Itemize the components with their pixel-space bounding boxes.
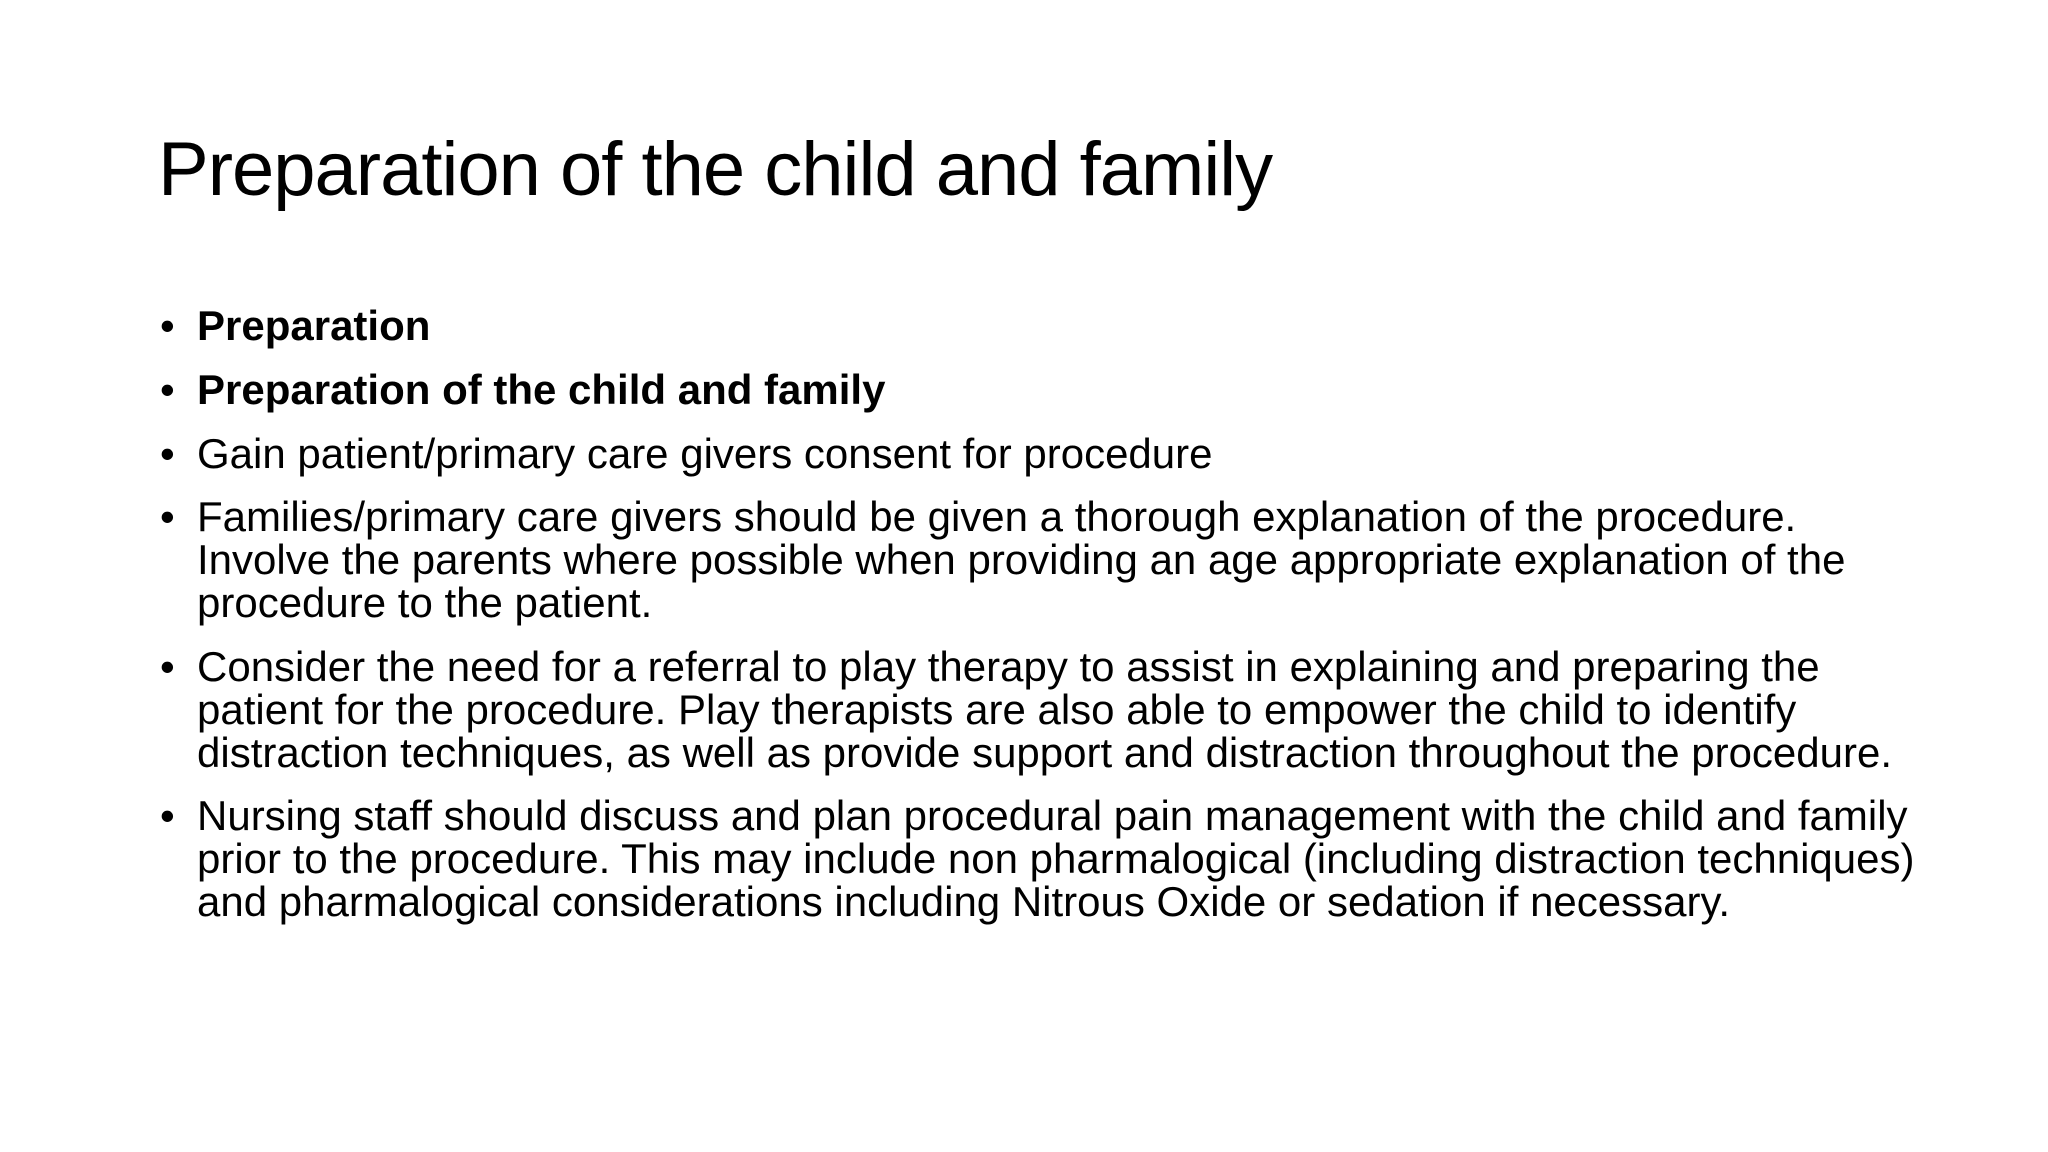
bullet-text: Families/primary care givers should be given a thorough explanation of the procedure. Involve the parents where possible when providing an age appropriate explanation of the procedure to the patient. [197,493,1846,627]
bullet-item [158,792,1918,926]
bullet-text: Preparation [197,302,431,349]
bullet-dot-icon: • [160,429,175,477]
bullet-list [158,302,1918,945]
bullet-text: Preparation of the child and family [197,365,886,413]
bullet-text: Consider the need for a referral to play therapy to assist in explaining and preparing the patient for the procedure. Play therapists are also able to empower the child to identify distraction techniques, as well as provide support and distraction throughout the procedure. [197,642,1893,776]
bullet-item [158,429,1918,477]
slide-title: Preparation of the child and family [158,127,1273,212]
bullet-dot-icon: • [160,365,175,413]
bullet-dot-icon: • [160,302,175,349]
bullet-text: Nursing staff should discuss and plan procedural pain management with the child and family prior to the procedure. This may include non pharmalogical (including distraction techniques) and pharmalogical considerations including Nitrous Oxide or sedation if necessary. [197,792,1915,926]
bullet-item [158,493,1918,627]
bullet-dot-icon: • [160,792,175,840]
bullet-item [158,642,1918,776]
bullet-dot-icon: • [160,493,175,541]
bullet-item [158,302,1918,349]
bullet-dot-icon: • [160,642,175,690]
bullet-text: Gain patient/primary care givers consent for procedure [197,429,1213,477]
bullet-item [158,365,1918,413]
